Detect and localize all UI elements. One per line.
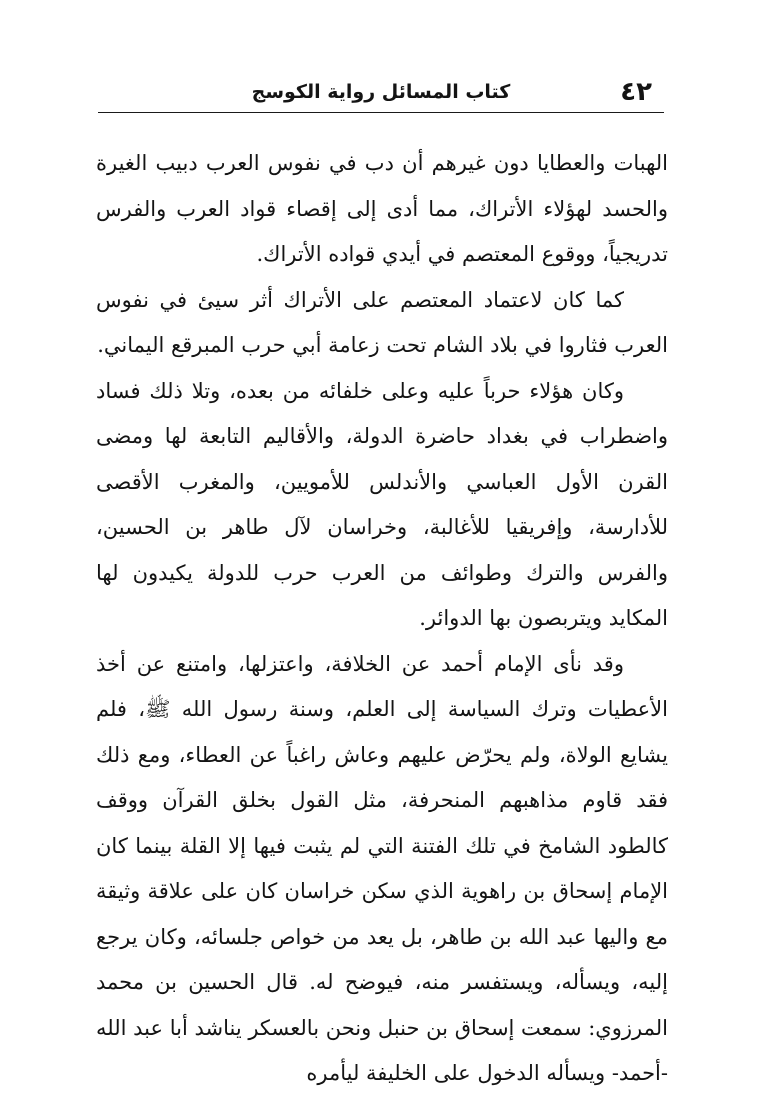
body-text [96, 141, 668, 1097]
paragraph-1: الهبات والعطايا دون غيرهم أن دب في نفوس العرب دبيب الغيرة والحسد لهؤلاء الأتراك، مما أدى إلى إقصاء قواد العرب والفرس تدريجياً، ووقوع المعتصم في أيدي قواده الأتراك. [96, 151, 668, 266]
paragraph-4: وقد نأى الإمام أحمد عن الخلافة، واعتزلها، وامتنع عن أخذ الأعطيات وترك السياسة إلى العلم، وسنة رسول الله ﷺ، فلم يشايع الولاة، ولم يحرّض عليهم وعاش راغباً عن العطاء، ومع ذلك فقد قاوم مذاهبهم المنحرفة، مثل القول بخلق القرآن ووقف كالطود الشامخ في تلك الفتنة التي لم يثبت فيها إلا القلة بينما كان الإمام إسحاق بن راهوية الذي سكن خراسان كان على علاقة وثيقة مع واليها عبد الله بن طاهر، بل يعد من خواص جلسائه، وكان يرجع إليه، ويسأله، ويستفسر منه، فيوضح له. قال الحسين بن محمد المرزوي: سمعت إسحاق بن حنبل ونحن بالعسكر يناشد أبا عبد الله -أحمد- ويسأله الدخول على الخليفة ليأمره [96, 651, 668, 1085]
paragraph-2: كما كان لاعتماد المعتصم على الأتراك أثر سيئ في نفوس العرب فثاروا في بلاد الشام تحت زعامة أبي حرب المبرقع اليماني. [96, 287, 668, 357]
paragraph-3: وكان هؤلاء حرباً عليه وعلى خلفائه من بعده، وتلا ذلك فساد واضطراب في بغداد حاضرة الدولة، والأقاليم التابعة لها ومضى القرن الأول العباسي والأندلس للأمويين، والمغرب الأقصى للأدارسة، وإفريقيا للأغالبة، وخراسان لآل طاهر بن الحسين، والفرس والترك وطوائف من العرب حرب للدولة يكيدون لها المكايد ويتربصون بها الدوائر. [96, 378, 668, 630]
header-divider [98, 112, 664, 113]
book-title: كتاب المسائل رواية الكوسج [251, 81, 511, 103]
page-number: ٤٢ [620, 77, 652, 107]
page-header [98, 76, 664, 112]
